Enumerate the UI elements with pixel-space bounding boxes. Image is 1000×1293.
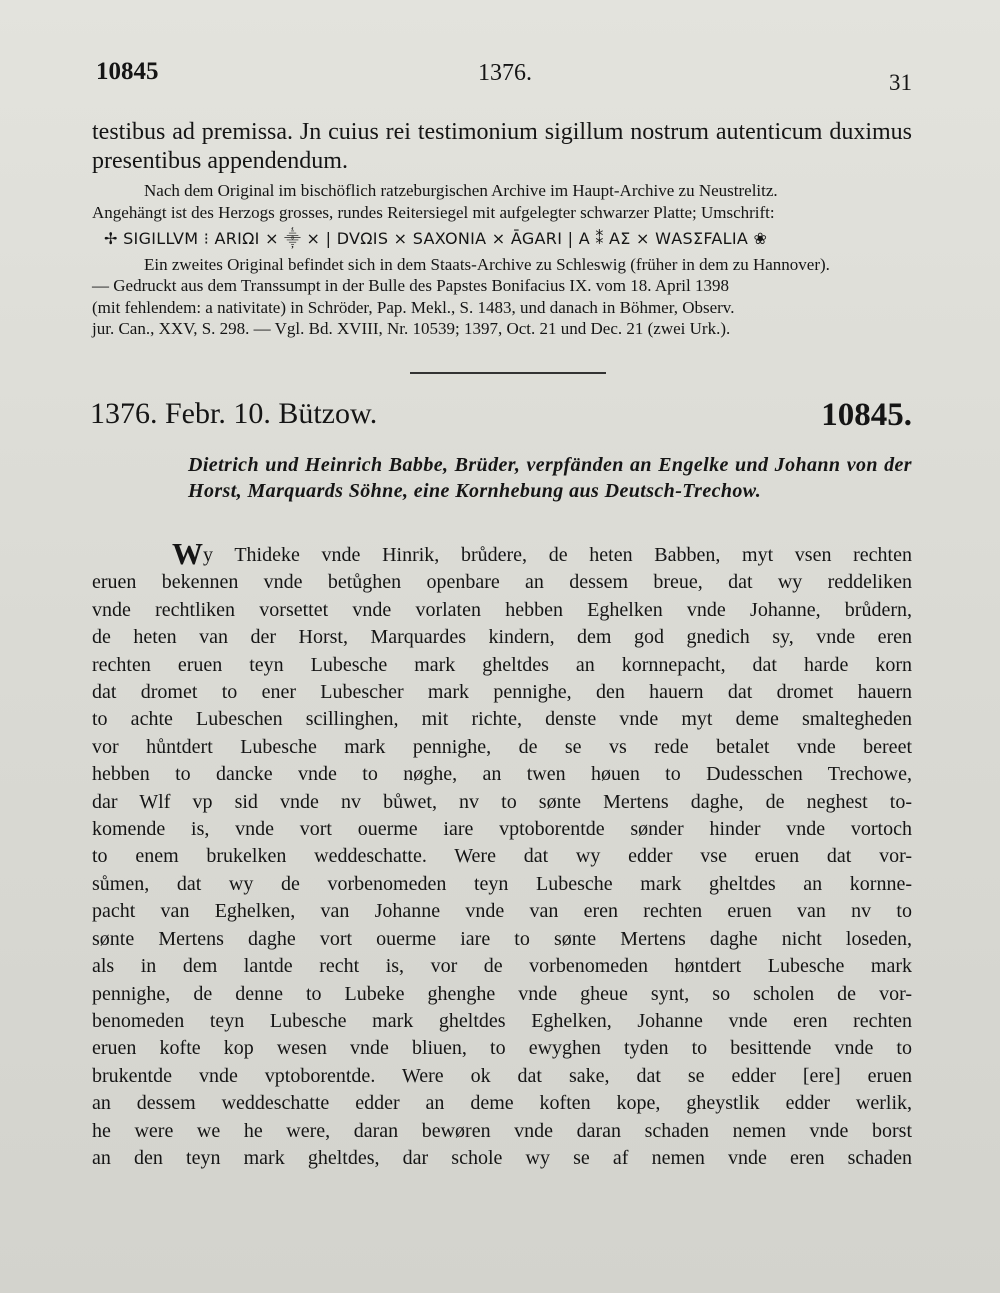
header-doc-number: 10845 [96, 58, 159, 85]
seal-legend: ✢ SIGILLVM ⁝ ΑRIΩI × ⸎ × | DVΩIS × SAXONIΑ × ĀGARI | Α ⁑ ΑΣ × WΑSΣFALIΑ ❀ [104, 229, 768, 248]
body-line: to enem brukelken weddeschatte. Were dat wy edder vse eruen dat vor- [92, 845, 912, 868]
body-line: eruen bekennen vnde betůghen openbare an dessem breue, dat wy reddeliken [92, 571, 912, 594]
page-number: 31 [889, 70, 912, 95]
body-line: to achte Lubeschen scillinghen, mit richte, denste vnde myt deme smaltegheden [92, 708, 912, 731]
body-line: als in dem lantde recht is, vor de vorbenomeden høntdert Lubesche mark [92, 955, 912, 978]
source-note-line: Ein zweites Original befindet sich in dem Staats-Archive zu Schleswig (früher in dem zu Hannover). [144, 254, 830, 274]
lead-text: testibus ad premissa. Jn cuius rei testimonium sigillum nostrum autenticum duximus presentibus appendendum. [92, 119, 912, 174]
source-note-line: Angehängt ist des Herzogs grosses, rundes Reitersiegel mit aufgelegter schwarzer Platte; Umschrift: [92, 202, 775, 222]
body-line: vor hůntdert Lubesche mark pennighe, de se vs rede betalet vnde bereet [92, 735, 912, 758]
header-year: 1376. [478, 60, 532, 86]
body-line: an dessem weddeschatte edder an deme koften kope, gheystlik edder werlik, [92, 1092, 912, 1115]
body-line: he were we he were, daran bewøren vnde daran schaden nemen vnde borst [92, 1119, 912, 1142]
document-date-place: 1376. Febr. 10. Bützow. [90, 397, 378, 430]
body-line: hebben to dancke vnde to nøghe, an twen høuen to Dudesschen Trechowe, [92, 763, 912, 786]
body-line: dar Wlf vp sid vnde nv bůwet, nv to sønte Mertens daghe, de neghest to- [92, 790, 912, 813]
body-line: vnde rechtliken vorsettet vnde vorlaten hebben Eghelken vnde Johanne, brůdern, [92, 598, 912, 621]
body-line: eruen kofte kop wesen vnde bliuen, to ewyghen tyden to besittende vnde to [92, 1037, 912, 1060]
first-line-text: y Thideke vnde Hinrik, brůdere, de heten Babben, myt vsen rechten [203, 544, 912, 566]
body-line: sønte Mertens daghe vort ouerme iare to sønte Mertens daghe nicht loseden, [92, 927, 912, 950]
body-line: de heten van der Horst, Marquardes kindern, dem god gnedich sy, vnde eren [92, 626, 912, 649]
body-line: rechten eruen teyn Lubesche mark gheltdes an kornnepacht, dat harde korn [92, 653, 912, 676]
body-line: dat dromet to ener Lubescher mark pennighe, den hauern dat dromet hauern [92, 681, 912, 704]
document-heading [90, 397, 912, 439]
section-divider [410, 372, 606, 374]
body-line: an den teyn mark gheltdes, dar schole wy se af nemen vnde eren schaden [92, 1146, 912, 1169]
source-note-line: jur. Can., XXV, S. 298. — Vgl. Bd. XVIII, Nr. 10539; 1397, Oct. 21 und Dec. 21 (zwei Urk.). [92, 319, 731, 338]
body-line: pacht van Eghelken, van Johanne vnde van eren rechten eruen van nv to [92, 900, 912, 923]
body-line: komende is, vnde vort ouerme iare vptoborentde sønder hinder vnde vortoch [92, 818, 912, 841]
body-line [92, 536, 912, 571]
body-line: brukentde vnde vptoborentde. Were ok dat sake, dat se edder [ere] eruen [92, 1064, 912, 1087]
body-line: benomeden teyn Lubesche mark gheltdes Eghelken, Johanne vnde eren rechten [92, 1009, 912, 1032]
body-line: pennighe, de denne to Lubeke ghenghe vnde gheue synt, so scholen de vor- [92, 982, 912, 1005]
source-note-line: — Gedruckt aus dem Transsumpt in der Bulle des Papstes Bonifacius IX. vom 18. April 1398 [92, 276, 729, 295]
source-note-line: Nach dem Original im bischöflich ratzeburgischen Archive im Haupt-Archive zu Neustrelitz. [144, 181, 778, 200]
document-summary: Dietrich und Heinrich Babbe, Brüder, verpfänden an Engelke und Johann von der Horst, Marquards Söhne, eine Kornhebung aus Deutsch-Trechow. [188, 454, 912, 502]
source-note [92, 180, 912, 340]
document-body [92, 536, 912, 1172]
running-head [96, 58, 912, 95]
initial-letter: W [172, 536, 203, 571]
document-number: 10845. [821, 397, 912, 433]
source-note-line: (mit fehlendem: a nativitate) in Schröder, Pap. Mekl., S. 1483, und danach in Böhmer, Observ. [92, 297, 735, 317]
body-line: sůmen, dat wy de vorbenomeden teyn Lubesche mark gheltdes an kornne- [92, 872, 912, 895]
